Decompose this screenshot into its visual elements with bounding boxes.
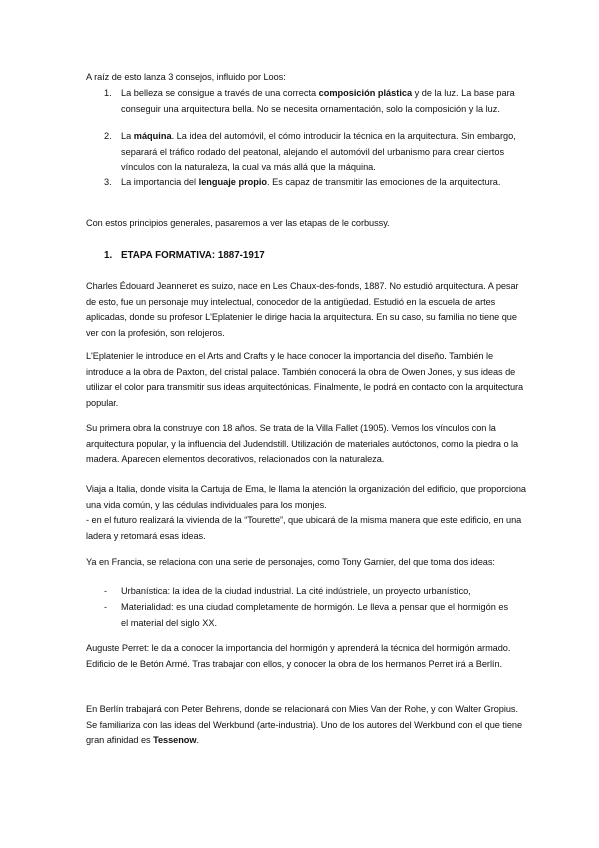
advice-item-2 [121, 129, 516, 176]
intro-paragraph: A raíz de esto lanza 3 consejos, influido por Loos: [86, 72, 286, 82]
advice-item-3 [121, 175, 516, 191]
advice-item-1 [121, 86, 516, 117]
paragraph-france: Ya en Francia, se relaciona con una serie de personajes, como Tony Garnier, del que toma dos ideas: [86, 557, 495, 567]
advice-number-3: 3. [104, 177, 112, 187]
advice-text: y de la luz. La base para conseguir una arquitectura bella. No se necesita ornamentación, solo la composición y la luz. [121, 88, 515, 114]
advice-number-1: 1. [104, 88, 112, 98]
advice-text: La belleza se consigue a través de una correcta [121, 88, 319, 98]
idea-item-materialidad: Materialidad: es una ciudad completamente de hormigón. Le lleva a pensar que el hormigón es el material del siglo XX. [121, 602, 509, 628]
advice-text: . Es capaz de transmitir las emociones de la arquitectura. [267, 177, 501, 187]
paragraph-perret: Auguste Perret: le da a conocer la importancia del hormigón y aprenderá la técnica del hormigón armado. Edificio de le Betón Armé. Tras trabajar con ellos, y conocer la obra de los hermanos Perret irá a Berlín. [86, 643, 511, 669]
advice-text: La importancia del [121, 177, 199, 187]
idea-item-urbanistica: Urbanística: la idea de la ciudad industrial. La cité indústriele, un proyecto urbanístico, [121, 586, 471, 596]
advice-keyword: máquina [133, 131, 172, 141]
paragraph-tourette: - en el futuro realizará la vivienda de la “Tourette”, que ubicará de la misma manera que este edificio, en una ladera y retomará esas ideas. [86, 515, 522, 541]
principles-paragraph: Con estos principios generales, pasaremos a ver las etapas de le corbussy. [86, 218, 390, 228]
advice-keyword: lenguaje propio [198, 177, 268, 187]
advice-keyword: composición plástica [318, 88, 413, 98]
advice-number-2: 2. [104, 131, 112, 141]
paragraph-eplatenier: L'Eplatenier le introduce en el Arts and Crafts y le hace conocer la importancia del diseño. También le introduce a la obra de Paxton, del cristal palace. También conocerá la obra de Owen Jones, y sus ideas de utilizar el color para transmitir sus ideas arquitectónicas. Finalmente, le podrá en contacto con la arquitectura popular. [86, 351, 524, 408]
paragraph-villa-fallet: Su primera obra la construye con 18 años. Se trata de la Villa Fallet (1905). Vemos los vínculos con la arquitectura popular, y la influencia del Judendstill. Utilización de materiales autóctonos, como la piedra o la madera. Aparecen elementos decorativos, relacionados con la naturaleza. [86, 423, 519, 465]
paragraph-biography: Charles Édouard Jeanneret es suizo, nace en Les Chaux-des-fonds, 1887. No estudió arquitectura. A pesar de esto, fue un personaje muy intelectual, conocedor de la antigüedad. Estudió en la escuela de artes aplicadas, donde su profesor L'Eplatenier le dirige hacia la arquitectura. En su caso, su familia no tiene que ver con la profesión, son relojeros. [86, 281, 519, 338]
advice-text: . La idea del automóvil, el cómo introducir la técnica en la arquitectura. Sin embargo, separará el tráfico rodado del peatonal, alejando el automóvil del urbanismo para crear ciertos vínculos con la naturaleza, la cual va más allá que la máquina. [121, 131, 516, 173]
section-heading: ETAPA FORMATIVA: 1887-1917 [121, 250, 265, 261]
paragraph-italy: Viaja a Italia, donde visita la Cartuja de Ema, le llama la atención la organización del edificio, que proporciona una vida común, y las cédulas individuales para los monjes. [86, 484, 526, 510]
berlin-text-end: . [196, 735, 199, 746]
list-dash: - [104, 602, 108, 612]
paragraph-berlin [86, 702, 526, 749]
section-number: 1. [104, 250, 113, 261]
berlin-text: En Berlín trabajará con Peter Behrens, donde se relacionará con Mies Van der Rohe, y con Walter Gropius. Se familiariza con las ideas del Werkbund (arte-industria). Uno de los autores del Werkbund con el que tiene gran afinidad es [86, 704, 523, 746]
advice-text: La [121, 131, 134, 141]
tessenow-keyword: Tessenow [153, 735, 197, 746]
list-dash: - [104, 586, 108, 596]
